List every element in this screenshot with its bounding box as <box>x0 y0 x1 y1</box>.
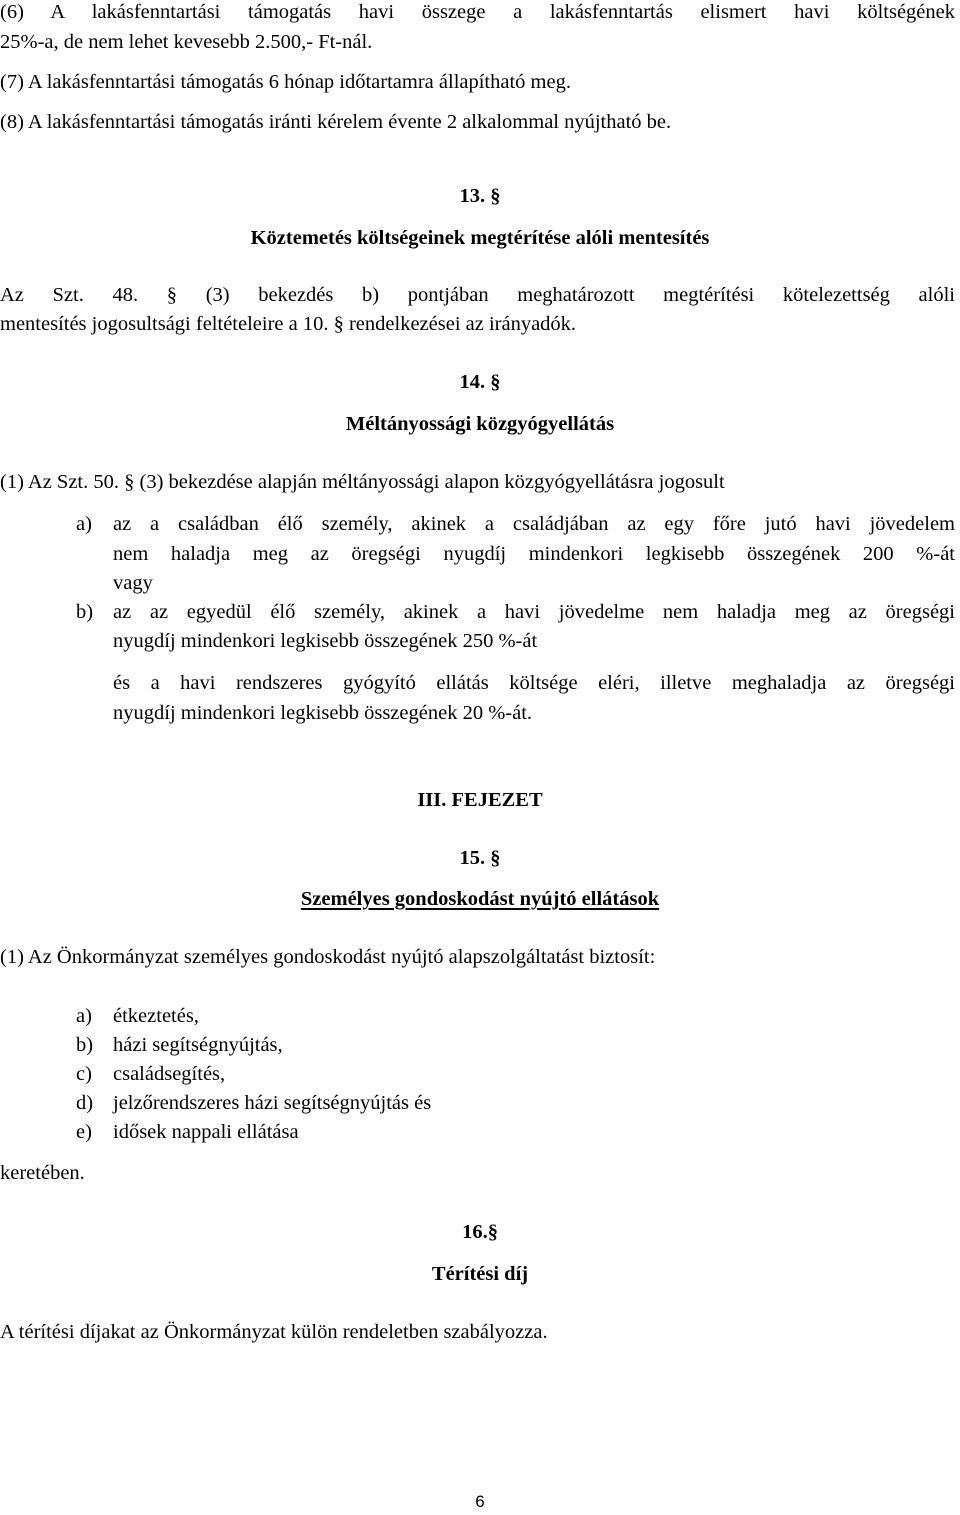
section-13-text-line-1: Az Szt. 48. § (3) bekezdés b) pontjában meghatározott megtérítési kötelezettség alóli <box>0 284 955 306</box>
closing-text: nyugdíj mindenkori legkisebb összegének 20 %-át. <box>113 702 533 724</box>
section-15-closing: keretében. <box>0 1162 85 1184</box>
list-marker: c) <box>76 1063 92 1085</box>
section-15-number: 15. § <box>459 847 501 869</box>
list-marker: b) <box>76 601 94 623</box>
list-item-text: családsegítés, <box>113 1063 226 1085</box>
list-marker: b) <box>76 1034 94 1056</box>
section-16-text: A térítési díjakat az Önkormányzat külön rendeletben szabályozza. <box>0 1321 548 1343</box>
paragraph-8: (8) A lakásfenntartási támogatás iránti kérelem évente 2 alkalommal nyújtható be. <box>0 111 672 133</box>
paragraph-7: (7) A lakásfenntartási támogatás 6 hónap időtartamra állapítható meg. <box>0 71 571 93</box>
chapter-heading: III. FEJEZET <box>417 789 543 811</box>
section-13-number: 13. § <box>459 185 501 207</box>
list-item-text: házi segítségnyújtás, <box>113 1034 283 1056</box>
list-item-text: idősek nappali ellátása <box>113 1121 299 1143</box>
list-item-text: étkeztetés, <box>113 1005 199 1027</box>
section-13-text-line-2: mentesítés jogosultsági feltételeire a 10. § rendelkezései az irányadók. <box>0 313 577 335</box>
list-item-text: jelzőrendszeres házi segítségnyújtás és <box>113 1092 432 1114</box>
paragraph-6-line-1: (6) A lakásfenntartási támogatás havi összege a lakásfenntartás elismert havi költségének <box>0 1 955 23</box>
list-item-text: vagy <box>113 572 153 594</box>
section-14-number: 14. § <box>459 371 501 393</box>
list-marker: a) <box>76 513 92 535</box>
section-15-title-text: Személyes gondoskodást nyújtó ellátások <box>300 888 660 910</box>
section-14-title: Méltányossági közgyógyellátás <box>345 413 615 435</box>
section-14-intro: (1) Az Szt. 50. § (3) bekezdése alapján méltányossági alapon közgyógyellátásra jogosult <box>0 471 725 493</box>
page-number: 6 <box>475 1492 485 1511</box>
paragraph-6-line-2: 25%-a, de nem lehet kevesebb 2.500,- Ft-nál. <box>0 31 373 53</box>
list-marker: d) <box>76 1092 94 1114</box>
list-item-text: az a családban élő személy, akinek a családjában az egy főre jutó havi jövedelem <box>113 513 955 535</box>
section-16-number: 16.§ <box>462 1221 498 1243</box>
list-marker: a) <box>76 1005 92 1027</box>
list-marker: e) <box>76 1121 92 1143</box>
section-15-title <box>0 884 960 914</box>
section-16-title: Térítési díj <box>431 1263 529 1285</box>
list-item-text: az az egyedül élő személy, akinek a havi jövedelme nem haladja meg az öregségi <box>113 601 955 623</box>
list-item-text: nyugdíj mindenkori legkisebb összegének 250 %-át <box>113 630 538 652</box>
section-15-intro: (1) Az Önkormányzat személyes gondoskodást nyújtó alapszolgáltatást biztosít: <box>0 946 656 968</box>
section-13-title: Köztemetés költségeinek megtérítése alóli mentesítés <box>250 227 710 249</box>
closing-text: és a havi rendszeres gyógyító ellátás költsége eléri, illetve meghaladja az öregségi <box>113 672 955 694</box>
list-item-text: nem haladja meg az öregségi nyugdíj mindenkori legkisebb összegének 200 %-át <box>113 543 955 565</box>
